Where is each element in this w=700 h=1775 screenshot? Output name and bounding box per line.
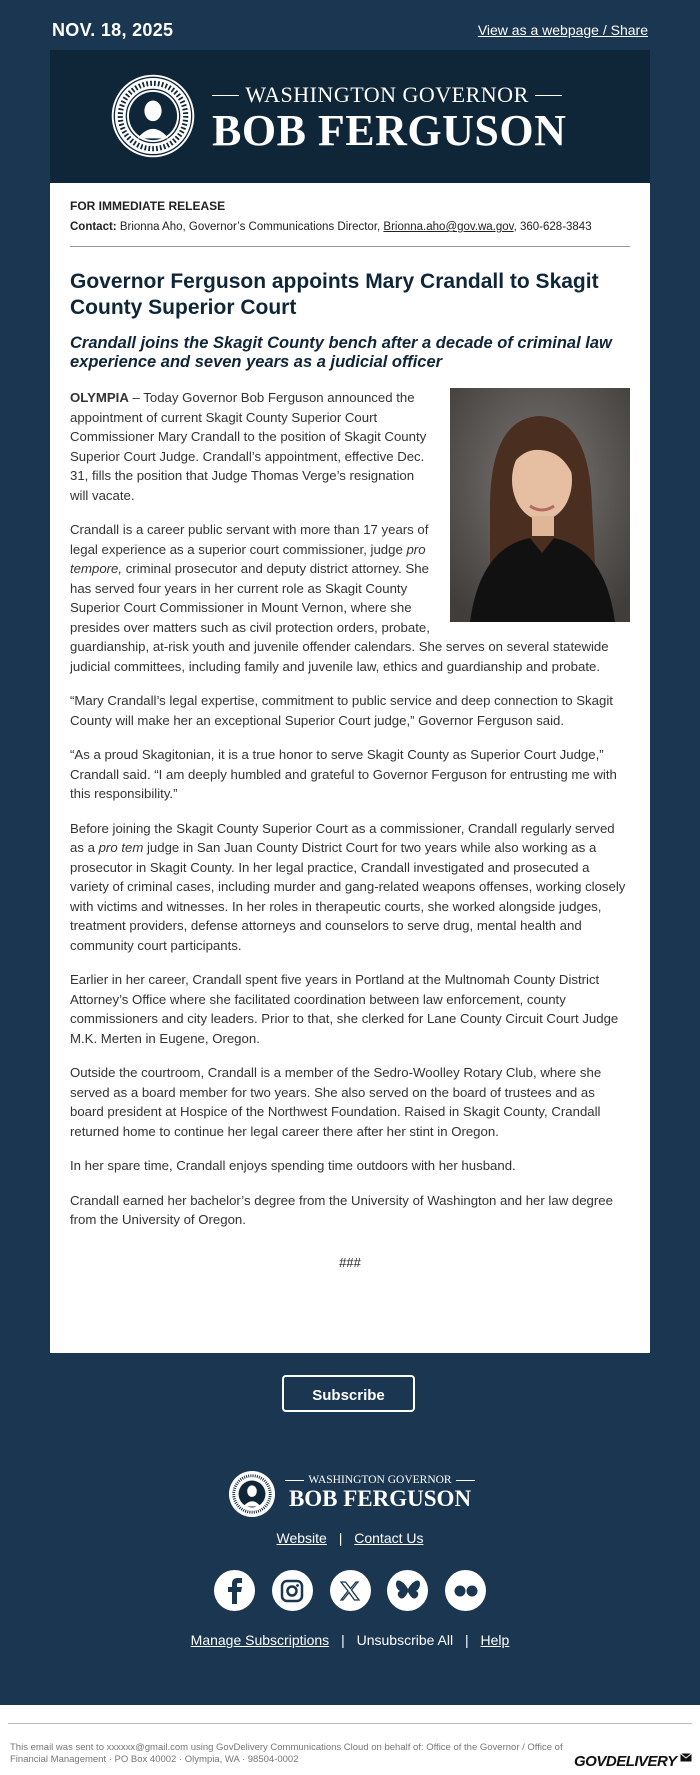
banner-title: BOB FERGUSON (212, 106, 567, 155)
top-bar (0, 0, 700, 50)
bluesky-icon[interactable] (387, 1570, 428, 1611)
contact-email-link[interactable]: Brionna.aho@gov.wa.gov (383, 221, 514, 233)
manage-subscriptions-link[interactable]: Manage Subscriptions (190, 1632, 330, 1648)
email-card (50, 50, 650, 1353)
contact-line: Contact: Brionna Aho, Governor’s Communications Director, Brionna.aho@gov.wa.gov, 360-628-3843 (70, 221, 592, 233)
manage-links: Manage Subscriptions | Unsubscribe All | Help (190, 1632, 510, 1648)
paragraph: Crandall earned her bachelor’s degree from the University of Washington and her law degree from the University of Oregon. (70, 1192, 613, 1227)
subscribe-button[interactable]: Subscribe (282, 1375, 415, 1412)
release-date: NOV. 18, 2025 (52, 20, 174, 40)
headline: Governor Ferguson appoints Mary Crandall to Skagit County Superior Court (70, 270, 599, 319)
footer-links: Website | Contact Us (276, 1530, 424, 1546)
instagram-icon[interactable] (272, 1570, 313, 1611)
paragraph: Crandall is a career public servant with more than 17 years of legal experience as a superior court commissioner, judge pro tempore, criminal prosecutor and deputy district attorney. She has served four years in her current role as Skagit County Superior Court Commissioner in Mount Vernon, where she presides over matters such as civil protection orders, probate, guardianship, at-risk youth and juvenile offender calendars. She serves on several statewide judicial committees, including family and juvenile law, ethics and guardianship and probate. (70, 522, 609, 674)
paragraph: Outside the courtroom, Crandall is a member of the Sedro-Woolley Rotary Club, where she served as a board member for two years. She also served on the board of trustees and as board president at Hospice of the Northwest Foundation. Raised in Skagit County, Crandall returned home to continue her legal career there after her stint in Oregon. (70, 1065, 602, 1139)
help-link[interactable]: Help (480, 1632, 510, 1648)
delivery-note: This email was sent to xxxxxx@gmail.com using GovDelivery Communications Cloud on behalf of: Office of the Governor / Office of Financial Management · PO Box 40002 · Olympia, WA · 98504-0002 (10, 1742, 563, 1765)
paragraph: Earlier in her career, Crandall spent five years in Portland at the Multnomah County District Attorney’s Office where she facilitated coordination between law enforcement, county commissioners and city leaders. Prior to that, she clerked for Lane County Circuit Court Judge M.K. Merten in Eugene, Oregon. (70, 972, 619, 1046)
portrait-photo (450, 388, 630, 622)
seal-icon (110, 73, 196, 159)
banner-subtitle: WASHINGTON GOVERNOR (212, 83, 562, 107)
paragraph: “As a proud Skagitonian, it is a true honor to serve Skagit County as Superior Court Judge,” Crandall said. “I am deeply humbled and grateful to Governor Ferguson for entrusting me with this responsibility.” (70, 747, 617, 801)
website-link[interactable]: Website (276, 1530, 327, 1546)
view-webpage-link[interactable]: View as a webpage / Share (477, 22, 648, 38)
release-label: FOR IMMEDIATE RELEASE (70, 199, 226, 213)
unsubscribe-link[interactable]: Unsubscribe All (356, 1632, 454, 1648)
envelope-icon (680, 1753, 692, 1762)
contact-us-link[interactable]: Contact Us (354, 1530, 424, 1546)
paragraph: In her spare time, Crandall enjoys spending time outdoors with her husband. (70, 1158, 516, 1173)
paragraph: Before joining the Skagit County Superior Court as a commissioner, Crandall regularly served as a pro tem judge in San Juan County District Court for two years while also working as a prosecutor in Skagit County. In her legal practice, Crandall investigated and prosecuted a variety of criminal cases, including murder and gang-related weapons offenses, working closely with victims and witnesses. In her roles in therapeutic courts, she worked alongside judges, treatment providers, defense attorneys and counselors to serve drug, mental health and community court participants. (70, 820, 626, 953)
footer-subtitle: WASHINGTON GOVERNOR (285, 1474, 475, 1486)
end-mark: ### (339, 1254, 361, 1270)
footer-title: BOB FERGUSON (288, 1486, 472, 1511)
divider (70, 246, 630, 247)
govdelivery-logo: GOVDELIVERY (574, 1753, 692, 1770)
delivery-footer (0, 1705, 700, 1775)
subheadline: Crandall joins the Skagit County bench after a decade of criminal law experience and seven years as a judicial officer (70, 334, 612, 371)
article-body (50, 183, 650, 1353)
social-icons (214, 1570, 486, 1612)
paragraph: “Mary Crandall’s legal expertise, commitment to public service and deep connection to Skagit County will make her an exceptional Superior Court judge,” Governor Ferguson said. (70, 693, 613, 728)
flickr-icon[interactable] (445, 1570, 486, 1611)
seal-icon (228, 1470, 276, 1518)
facebook-icon[interactable] (214, 1570, 255, 1611)
paragraph: OLYMPIA – Today Governor Bob Ferguson announced the appointment of current Skagit County Superior Court Commissioner Mary Crandall to the position of Skagit County Superior Court Judge. Crandall’s appointment, effective Dec. 31, fills the position that Judge Thomas Verge’s resignation will vacate. (70, 390, 427, 503)
x-icon[interactable] (330, 1570, 371, 1611)
governor-banner (50, 50, 650, 183)
